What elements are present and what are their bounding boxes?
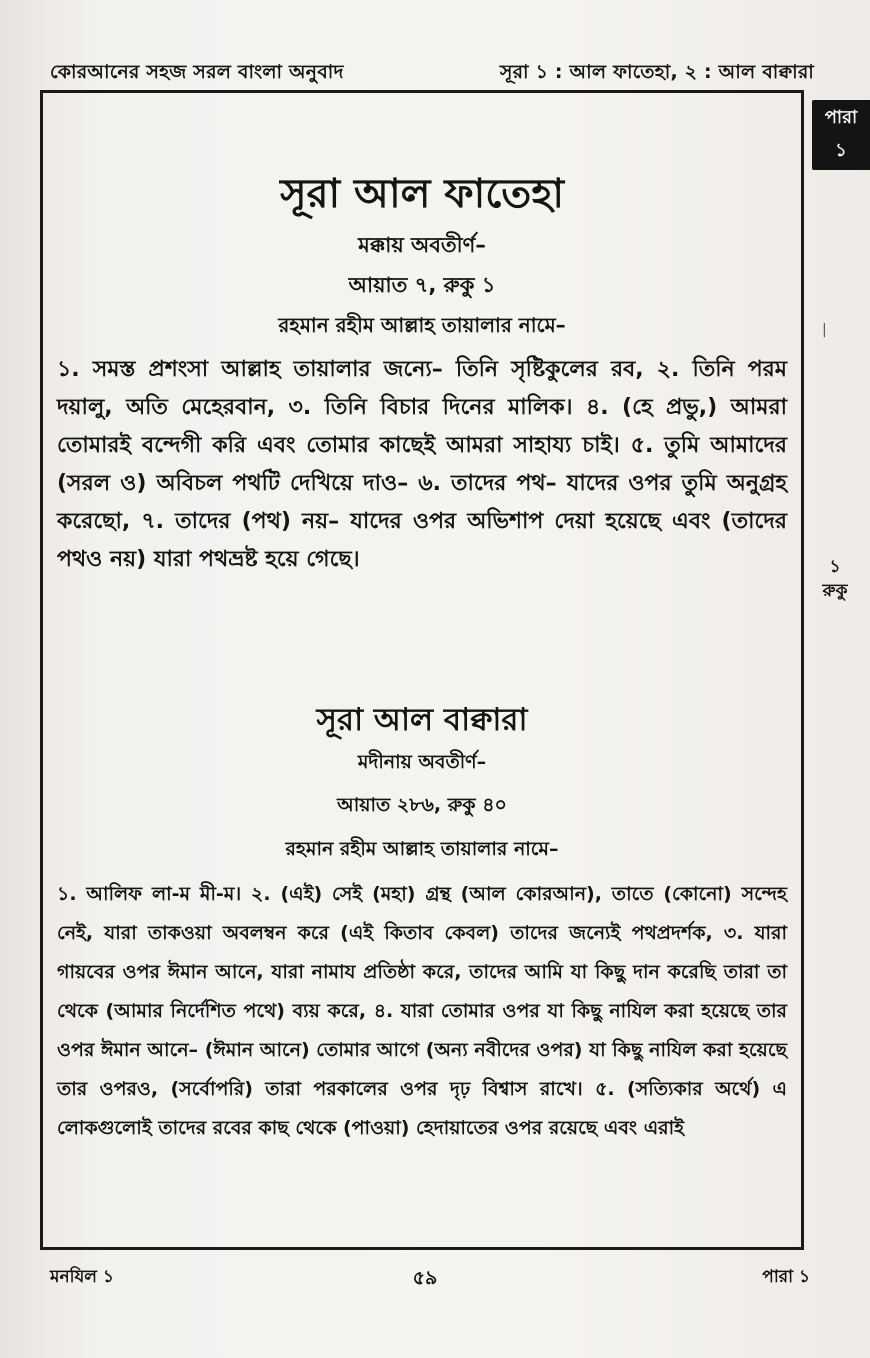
para-tab-label: পারা: [824, 107, 858, 128]
margin-ruku-marker: [810, 555, 860, 603]
surah-fatiha-text: ১. সমস্ত প্রশংসা আল্লাহ তায়ালার জন্যে– তিনি সৃষ্টিকুলের রব, ২. তিনি পরম দয়ালু, অতি মেহেরবান, ৩. তিনি বিচার দিনের মালিক। ৪. (হে প্রভু,) আমরা তোমারই বন্দেগী করি এবং তোমার কাছেই আমরা সাহায্য চাই। ৫. তুমি আমাদের (সরল ও) অবিচল পথটি দেখিয়ে দাও– ৬. তাদের পথ– যাদের ওপর তুমি অনুগ্রহ করেছো, ৭. তাদের (পথ) নয়– যাদের ওপর অভিশাপ দেয়া হয়েছে এবং (তাদের পথও নয়) যারা পথভ্রষ্ট হয়ে গেছে।: [57, 357, 787, 572]
margin-ruku-number: ১: [829, 557, 841, 577]
page-number: ৫৯: [412, 1267, 438, 1289]
surah-fatiha-ayat-ruku: আয়াত ৭, রুকু ১: [348, 273, 496, 297]
content-frame: [40, 90, 804, 1250]
footer-para: পারা ১: [762, 1267, 810, 1287]
margin-mark: |: [822, 322, 827, 338]
surah-baqara-ayat-ruku: আয়াত ২৮৬, রুকু ৪০: [337, 794, 507, 816]
surah-fatiha-title: সূরা আল ফাতেহা: [280, 171, 564, 217]
book-title: কোরআনের সহজ সরল বাংলা অনুবাদ: [50, 61, 344, 83]
surah-baqara-text: ১. আলিফ লা-ম মী-ম। ২. (এই) সেই (মহা) গ্রন্থ (আল কোরআন), তাতে (কোনো) সন্দেহ নেই, যারা তাকওয়া অবলম্বন করে (এই কিতাব কেবল) তাদের জন্যেই পথপ্রদর্শক, ৩. যারা গায়বের ওপর ঈমান আনে, যারা নামায প্রতিষ্ঠা করে, তাদের আমি যা কিছু দান করেছি তারা তা থেকে (আমার নির্দেশিত পথে) ব্যয় করে, ৪. যারা তোমার ওপর যা কিছু নাযিল করা হয়েছে তার ওপর ঈমান আনে– (ঈমান আনে) তোমার আগে (অন্য নবীদের ওপর) যা কিছু নাযিল করা হয়েছে তার ওপরও, (সর্বোপরি) তারা পরকালের ওপর দৃঢ় বিশ্বাস রাখে। ৫. (সত্যিকার অর্থে) এ লোকগুলোই তাদের রবের কাছ থেকে (পাওয়া) হেদায়াতের ওপর রয়েছে এবং এরাই: [57, 883, 787, 1139]
margin-ruku-label: রুকু: [822, 581, 848, 601]
page-footer: [40, 1262, 810, 1292]
surah-fatiha-bismillah: রহমান রহীম আল্লাহ তায়ালার নামে–: [278, 313, 566, 337]
surah-fatiha-revealed: মক্কায় অবতীর্ণ–: [358, 233, 486, 257]
surah-baqara-title: সূরা আল বাক্বারা: [316, 702, 528, 738]
chapter-reference: সূরা ১ : আল ফাতেহা, ২ : আল বাক্বারা: [499, 61, 814, 83]
surah-baqara-bismillah: রহমান রহীম আল্লাহ তায়ালার নামে–: [285, 838, 559, 860]
surah-baqara-revealed: মদীনায় অবতীর্ণ–: [357, 751, 487, 773]
para-tab: [812, 100, 870, 170]
running-head: [50, 48, 814, 88]
footer-manzil: মনযিল ১: [50, 1267, 114, 1287]
para-tab-number: ১: [835, 140, 847, 161]
